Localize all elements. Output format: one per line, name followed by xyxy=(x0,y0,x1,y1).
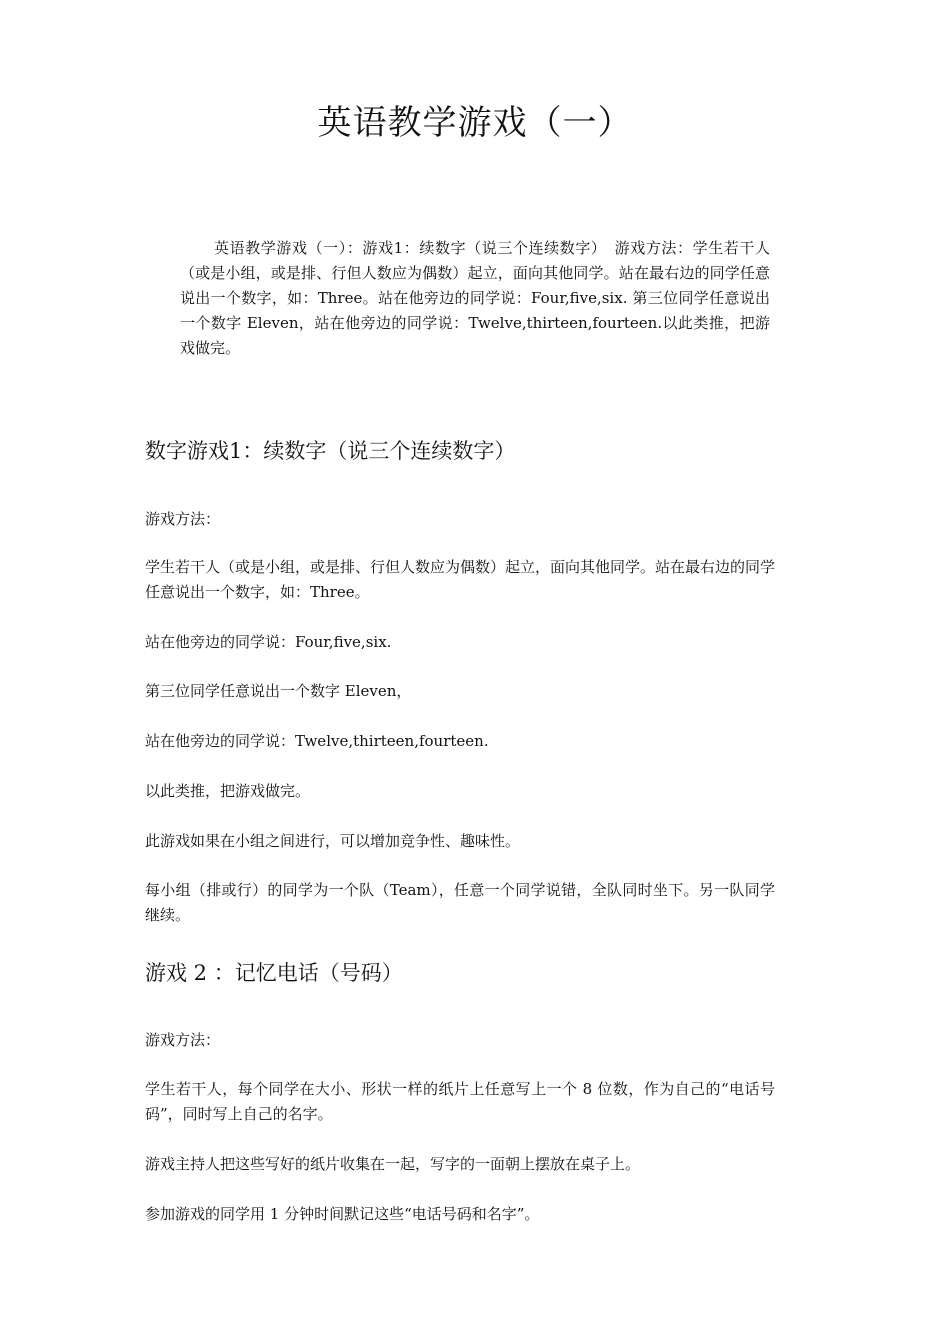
game2-paragraph-2: 游戏主持人把这些写好的纸片收集在一起，写字的一面朝上摆放在桌子上。 xyxy=(145,1155,641,1173)
game1-paragraph-6: 此游戏如果在小组之间进行，可以增加竞争性、趣味性。 xyxy=(145,832,521,850)
game2-heading: 游戏 2 ：记忆电话（号码） xyxy=(145,961,403,985)
document-title: 英语教学游戏（一） xyxy=(317,103,633,143)
game2-paragraph-1: 学生若干人，每个同学在大小、形状一样的纸片上任意写上一个 8 位数，作为自己的“电话号码”，同时写上自己的名字。 xyxy=(145,1080,775,1123)
game2-paragraph-3: 参加游戏的同学用 1 分钟时间默记这些“电话号码和名字”。 xyxy=(145,1205,540,1223)
game2-method-label: 游戏方法： xyxy=(145,1031,221,1049)
intro-paragraph: 英语教学游戏（一）：游戏1：续数字（说三个连续数字） 游戏方法：学生若干人（或是小组，或是排、行但人数应为偶数）起立，面向其他同学。站在最右边的同学任意说出一个数字，如：Three。站在他旁边的同学说：Four,five,six. 第三位同学任意说出一个数字 Eleven，站在他旁边的同学说：Twelve,thirteen,fourteen.以此类推，把游戏做完。 xyxy=(180,239,770,357)
game1-paragraph-4: 站在他旁边的同学说：Twelve,thirteen,fourteen. xyxy=(145,732,489,750)
game1-heading: 数字游戏1：续数字（说三个连续数字） xyxy=(145,439,516,463)
game1-paragraph-1: 学生若干人（或是小组，或是排、行但人数应为偶数）起立，面向其他同学。站在最右边的同学任意说出一个数字，如：Three。 xyxy=(145,558,776,601)
game1-paragraph-2: 站在他旁边的同学说：Four,five,six. xyxy=(145,633,392,651)
game1-paragraph-3: 第三位同学任意说出一个数字 Eleven， xyxy=(145,682,412,700)
game1-paragraph-7: 每小组（排或行）的同学为一个队（Team），任意一个同学说错，全队同时坐下。另一队同学继续。 xyxy=(145,881,775,924)
game1-method-label: 游戏方法： xyxy=(145,510,221,528)
game1-paragraph-5: 以此类推，把游戏做完。 xyxy=(145,782,311,800)
